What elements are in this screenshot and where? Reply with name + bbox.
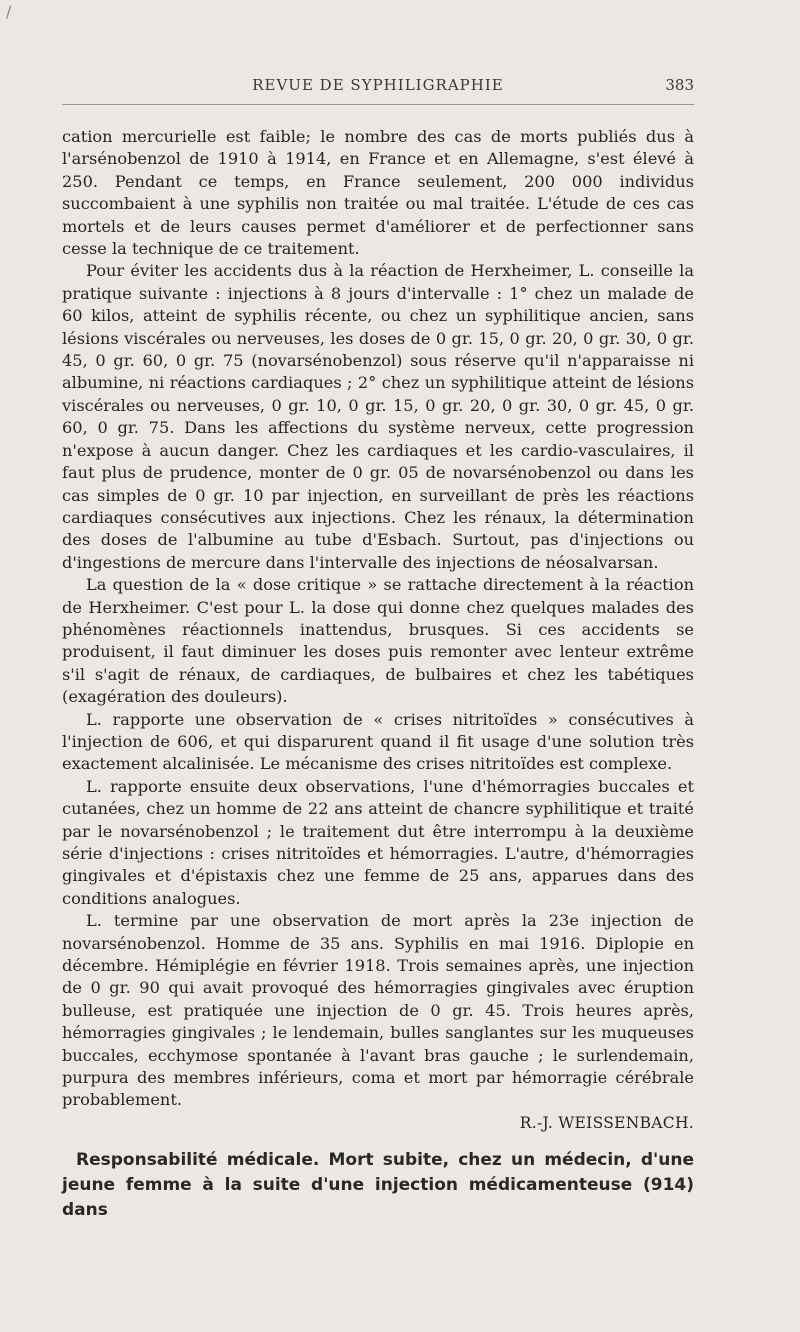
author-signature: R.-J. WEISSENBACH. (519, 1113, 694, 1132)
header-rule (62, 104, 694, 105)
paragraph-5: L. rapporte ensuite deux observations, l'une d'hémorragies buccales et cutanées, chez un homme de 22 ans atteint de chancre syphilitique et traité par le novarsénobenzol ; le traitement dut être interrompu à la deuxième série d'injections : crises nitritoïdes et hémorragies. L'autre, d'hémorragies gingivales et d'épistaxis chez une femme de 25 ans, apparues dans des conditions analogues. (62, 776, 694, 908)
paragraph-6: L. termine par une observation de mort après la 23e injection de novarsénobenzol. Homme de 35 ans. Syphilis en mai 1916. Diplopie en décembre. Hémiplégie en février 1918. Trois semaines après, une injection de 0 gr. 90 qui avait provoqué des hémorragies gingivales avec éruption bulleuse, est pratiquée une injection de 0 gr. 45. Trois heures après, hémorragies gingivales ; le lendemain, bulles sanglantes sur les muqueuses buccales, ecchymose spontanée à l'avant bras gauche ; le surlendemain, purpura des membres inférieurs, coma et mort par hémorragie cérébrale probablement. (62, 911, 694, 1110)
running-title: REVUE DE SYPHILIGRAPHIE (252, 76, 504, 94)
paragraph-3: La question de la « dose critique » se rattache directement à la réaction de Herxheimer. C'est pour L. la dose qui donne chez quelques malades des phénomènes réactionnels inattendus, brusques. Si ces accidents se produisent, il faut diminuer les doses puis remonter avec lenteur extrême s'il s'agit de rénaux, de cardiaques, de bulbaires et chez les tabétiques (exagération des douleurs). (62, 575, 694, 707)
page-number: 383 (665, 76, 694, 94)
corner-mark: / (6, 2, 12, 21)
next-section-heading: Responsabilité médicale. Mort subite, chez un médecin, d'une jeune femme à la suite d'une injection médicamenteuse (914) dans (62, 1149, 694, 1220)
paragraph-1: cation mercurielle est faible; le nombre des cas de morts publiés dus à l'arsénobenzol de 1910 à 1914, en France et en Allemagne, s'est élevé à 250. Pendant ce temps, en France seulement, 200 000 individus succombaient à une syphilis non traitée ou mal traitée. L'étude de ces cas mortels et de leurs causes permet d'améliorer et de perfectionner sans cesse la technique de ce traitement. (62, 127, 694, 259)
paragraph-2: Pour éviter les accidents dus à la réaction de Herxheimer, L. conseille la pratique suivante : injections à 8 jours d'intervalle : 1° chez un malade de 60 kilos, atteint de syphilis récente, ou chez un syphilitique ancien, sans lésions viscérales ou nerveuses, les doses de 0 gr. 15, 0 gr. 20, 0 gr. 30, 0 gr. 45, 0 gr. 60, 0 gr. 75 (novarsénobenzol) sous réserve qu'il n'apparaisse ni albumine, ni réactions cardiaques ; 2° chez un syphilitique atteint de lésions viscérales ou nerveuses, 0 gr. 10, 0 gr. 15, 0 gr. 20, 0 gr. 30, 0 gr. 45, 0 gr. 60, 0 gr. 75. Dans les affections du système nerveux, cette progression n'expose à aucun danger. Chez les cardiaques et les cardio-vasculaires, il faut plus de prudence, monter de 0 gr. 05 de novarsénobenzol ou dans les cas simples de 0 gr. 10 par injection, en surveillant de près les réactions cardiaques consécutives aux injections. Chez les rénaux, la détermination des doses de l'albumine au tube d'Esbach. Surtout, pas d'injections ou d'ingestions de mercure dans l'intervalle des injections de néosalvarsan. (62, 261, 694, 572)
page-header (62, 76, 694, 98)
paragraph-4: L. rapporte une observation de « crises nitritoïdes » consécutives à l'injection de 606, et qui disparurent quand il fit usage d'une solution très exactement alcalinisée. Le mécanisme des crises nitritoïdes est complexe. (62, 709, 694, 774)
article-body (62, 126, 694, 1223)
